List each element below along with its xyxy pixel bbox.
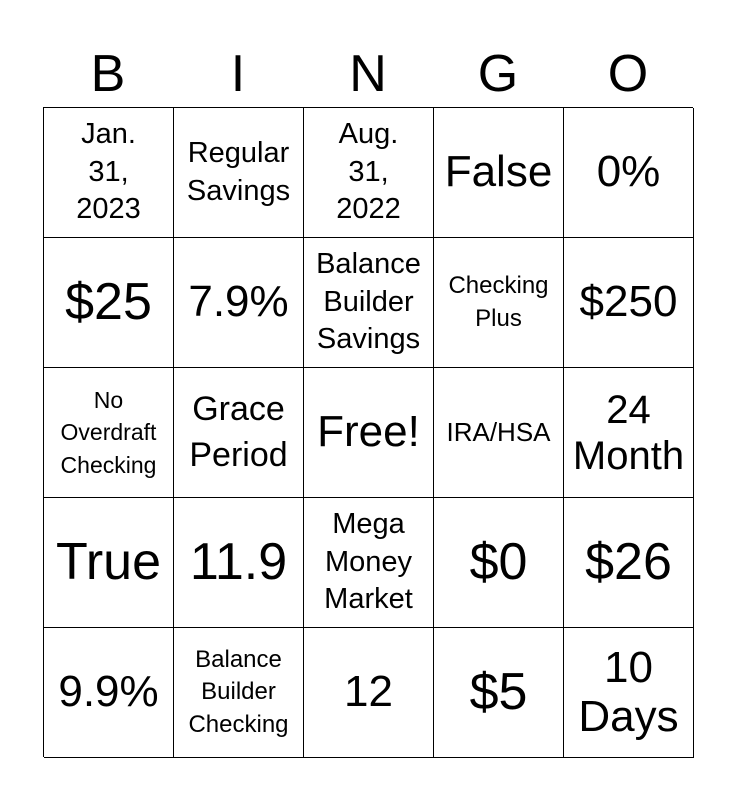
header-letter-b: B (90, 45, 126, 103)
bingo-cell-r4c1[interactable]: True (44, 498, 174, 628)
header-letter-i: I (230, 45, 246, 103)
bingo-cell-r4c2[interactable]: 11.9 (174, 498, 304, 628)
bingo-cell-r2c4[interactable]: Checking Plus (434, 238, 564, 368)
bingo-cell-r2c2[interactable]: 7.9% (174, 238, 304, 368)
bingo-cell-r1c1[interactable]: Jan. 31, 2023 (44, 108, 174, 238)
bingo-cell-r3c5[interactable]: 24 Month (564, 368, 694, 498)
bingo-cell-r2c5[interactable]: $250 (564, 238, 694, 368)
bingo-cell-r4c5[interactable]: $26 (564, 498, 694, 628)
bingo-cell-r1c3[interactable]: Aug. 31, 2022 (304, 108, 434, 238)
header-letter-g: G (477, 45, 519, 103)
bingo-cell-r5c2[interactable]: Balance Builder Checking (174, 628, 304, 758)
bingo-cell-r1c4[interactable]: False (434, 108, 564, 238)
bingo-cell-r2c3[interactable]: Balance Builder Savings (304, 238, 434, 368)
bingo-cell-r4c4[interactable]: $0 (434, 498, 564, 628)
bingo-board (43, 107, 693, 757)
bingo-cell-r1c2[interactable]: Regular Savings (174, 108, 304, 238)
header-letter-o: O (607, 45, 649, 103)
bingo-header (43, 40, 693, 108)
bingo-cell-r4c3[interactable]: Mega Money Market (304, 498, 434, 628)
bingo-cell-r1c5[interactable]: 0% (564, 108, 694, 238)
bingo-cell-r5c1[interactable]: 9.9% (44, 628, 174, 758)
bingo-cell-r3c2[interactable]: Grace Period (174, 368, 304, 498)
bingo-cell-r2c1[interactable]: $25 (44, 238, 174, 368)
bingo-cell-r5c4[interactable]: $5 (434, 628, 564, 758)
header-letter-n: N (349, 45, 387, 103)
bingo-cell-r5c3[interactable]: 12 (304, 628, 434, 758)
bingo-cell-r3c3[interactable]: Free! (304, 368, 434, 498)
bingo-cell-r3c1[interactable]: No Overdraft Checking (44, 368, 174, 498)
bingo-cell-r3c4[interactable]: IRA/HSA (434, 368, 564, 498)
bingo-cell-r5c5[interactable]: 10 Days (564, 628, 694, 758)
